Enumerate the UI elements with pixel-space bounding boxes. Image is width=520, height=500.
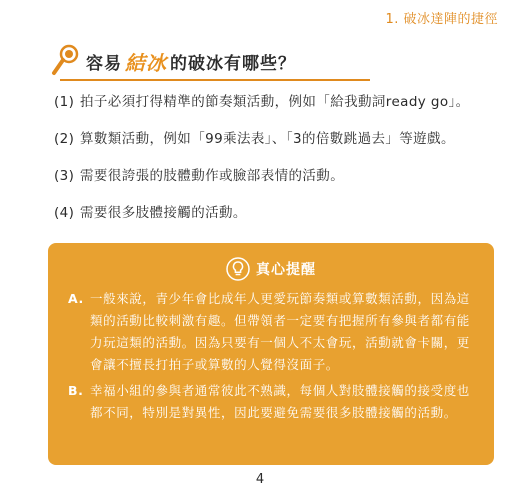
heading-divider bbox=[60, 79, 370, 81]
tip-a bbox=[68, 288, 480, 376]
tip-b bbox=[68, 380, 480, 424]
item-number: (1) bbox=[54, 94, 75, 110]
tip-b-text: 幸福小組的參與者通常彼此不熟識，每個人對肢體接觸的接受度也都不同，特別是對異性，因此要避免需要很多肢體接觸的活動。 bbox=[90, 383, 470, 420]
item-text: 需要很多肢體接觸的活動。 bbox=[80, 205, 247, 221]
list-item bbox=[54, 203, 494, 223]
list-item bbox=[54, 166, 494, 186]
tip-b-marker: B. bbox=[68, 383, 84, 398]
page-number: 4 bbox=[255, 472, 265, 487]
item-list bbox=[54, 92, 494, 240]
item-number: (4) bbox=[54, 205, 75, 221]
list-item bbox=[54, 129, 494, 149]
tips-box bbox=[48, 243, 494, 465]
tip-a-marker: A. bbox=[68, 291, 84, 306]
microphone-icon bbox=[50, 44, 80, 78]
tips-header bbox=[48, 257, 494, 281]
item-text: 需要很誇張的肢體動作或臉部表情的活動。 bbox=[80, 168, 345, 184]
heading-after: 的破冰有哪些？ bbox=[170, 53, 296, 74]
tip-a-text: 一般來說，青少年會比成年人更愛玩節奏類或算數類活動，因為這類的活動比較刺激有趣。但帶領者一定要有把握所有參與者都有能力玩這類的活動。因為只要有一個人不太會玩，活動就會卡關，更會讓不擅長打拍子或算數的人覺得沒面子。 bbox=[90, 291, 470, 372]
chapter-tag: 1. 破冰達陣的捷徑 bbox=[385, 12, 498, 27]
item-number: (3) bbox=[54, 168, 75, 184]
section-heading bbox=[50, 44, 296, 78]
list-item bbox=[54, 92, 494, 112]
item-text: 算數類活動，例如「99乘法表」、「3的倍數跳過去」等遊戲。 bbox=[80, 131, 455, 147]
heading-accent: 結冰 bbox=[125, 50, 167, 75]
item-text: 拍子必須打得精準的節奏類活動，例如「給我動詞ready go」。 bbox=[80, 94, 470, 110]
lightbulb-icon bbox=[226, 257, 250, 281]
heading-before: 容易 bbox=[86, 53, 122, 74]
tips-title: 真心提醒 bbox=[256, 262, 316, 278]
item-number: (2) bbox=[54, 131, 75, 147]
